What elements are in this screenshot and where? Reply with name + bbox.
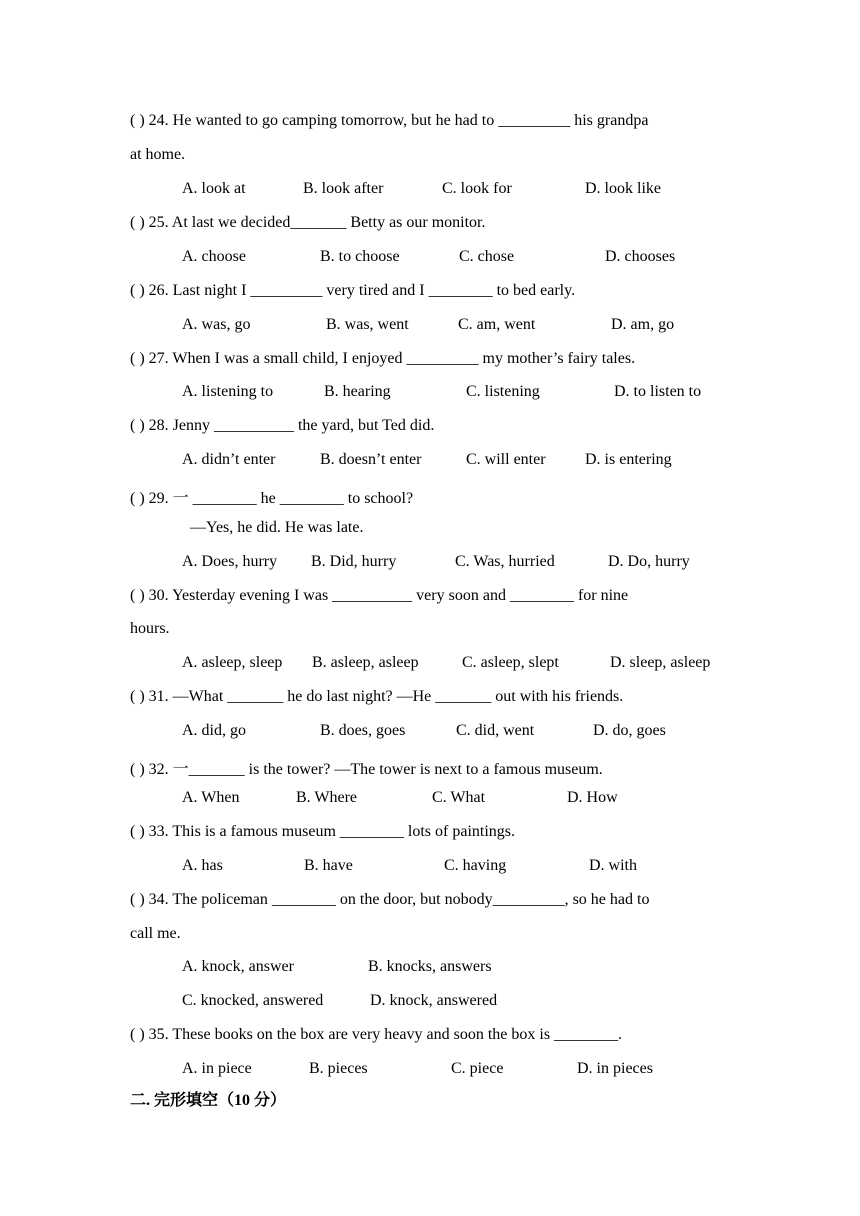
q34-option-d: D. knock, answered	[370, 992, 498, 1009]
section-title-cloze: 二. 完形填空（10 分）	[130, 1092, 287, 1109]
question-27-stem: ( ) 27. When I was a small child, I enjoyed _________ my mother’s fairy tales.	[130, 350, 636, 367]
question-31-stem: ( ) 31. —What _______ he do last night? —He _______ out with his friends.	[130, 688, 624, 705]
q30-option-b: B. asleep, asleep	[312, 654, 419, 671]
q34-option-c: C. knocked, answered	[182, 992, 324, 1009]
question-26-stem: ( ) 26. Last night I _________ very tired and I ________ to bed early.	[130, 282, 576, 299]
q32-option-b: B. Where	[296, 789, 358, 806]
q26-option-a: A. was, go	[182, 316, 251, 333]
q33-option-d: D. with	[589, 857, 637, 874]
question-33-stem: ( ) 33. This is a famous museum ________ lots of paintings.	[130, 823, 516, 840]
q28-option-d: D. is entering	[585, 451, 672, 468]
q29-option-b: B. Did, hurry	[311, 553, 397, 570]
q25-option-d: D. chooses	[605, 248, 676, 265]
q26-option-b: B. was, went	[326, 316, 409, 333]
q28-option-b: B. doesn’t enter	[320, 451, 422, 468]
q31-option-d: D. do, goes	[593, 722, 666, 739]
q31-option-b: B. does, goes	[320, 722, 406, 739]
q27-option-d: D. to listen to	[614, 383, 702, 400]
q24-option-c: C. look for	[442, 180, 512, 197]
q32-option-c: C. What	[432, 789, 486, 806]
q29-option-c: C. Was, hurried	[455, 553, 555, 570]
q29-option-a: A. Does, hurry	[182, 553, 278, 570]
question-24-stem: ( ) 24. He wanted to go camping tomorrow, but he had to _________ his grandpa	[130, 112, 649, 129]
q31-option-a: A. did, go	[182, 722, 246, 739]
q28-option-a: A. didn’t enter	[182, 451, 276, 468]
q33-option-c: C. having	[444, 857, 507, 874]
q27-option-c: C. listening	[466, 383, 540, 400]
q26-option-c: C. am, went	[458, 316, 536, 333]
question-35-stem: ( ) 35. These books on the box are very heavy and soon the box is ________.	[130, 1026, 623, 1043]
q24-option-d: D. look like	[585, 180, 661, 197]
question-29-stem: ( ) 29. 一 ________ he ________ to school?	[130, 490, 414, 507]
q25-option-b: B. to choose	[320, 248, 400, 265]
q25-option-c: C. chose	[459, 248, 515, 265]
question-34-stem-cont: call me.	[130, 925, 181, 942]
q29-option-d: D. Do, hurry	[608, 553, 690, 570]
q34-option-b: B. knocks, answers	[368, 958, 492, 975]
question-29-reply: —Yes, he did. He was late.	[190, 519, 364, 536]
q27-option-a: A. listening to	[182, 383, 274, 400]
question-24-stem-cont: at home.	[130, 146, 186, 163]
q32-option-d: D. How	[567, 789, 618, 806]
question-30-stem: ( ) 30. Yesterday evening I was __________ very soon and ________ for nine	[130, 587, 629, 604]
question-32-stem: ( ) 32. 一_______ is the tower? —The tower is next to a famous museum.	[130, 761, 603, 778]
q30-option-d: D. sleep, asleep	[610, 654, 711, 671]
q32-option-a: A. When	[182, 789, 240, 806]
q24-option-b: B. look after	[303, 180, 384, 197]
q24-option-a: A. look at	[182, 180, 246, 197]
q33-option-b: B. have	[304, 857, 353, 874]
q30-option-a: A. asleep, sleep	[182, 654, 283, 671]
q35-option-c: C. piece	[451, 1060, 504, 1077]
q35-option-d: D. in pieces	[577, 1060, 653, 1077]
q34-option-a: A. knock, answer	[182, 958, 294, 975]
question-34-stem: ( ) 34. The policeman ________ on the door, but nobody_________, so he had to	[130, 891, 650, 908]
question-25-stem: ( ) 25. At last we decided_______ Betty as our monitor.	[130, 214, 486, 231]
q30-option-c: C. asleep, slept	[462, 654, 559, 671]
q31-option-c: C. did, went	[456, 722, 535, 739]
question-30-stem-cont: hours.	[130, 620, 170, 637]
q27-option-b: B. hearing	[324, 383, 391, 400]
question-28-stem: ( ) 28. Jenny __________ the yard, but Ted did.	[130, 417, 435, 434]
q25-option-a: A. choose	[182, 248, 246, 265]
q33-option-a: A. has	[182, 857, 223, 874]
q28-option-c: C. will enter	[466, 451, 546, 468]
q35-option-a: A. in piece	[182, 1060, 252, 1077]
q35-option-b: B. pieces	[309, 1060, 368, 1077]
q26-option-d: D. am, go	[611, 316, 675, 333]
